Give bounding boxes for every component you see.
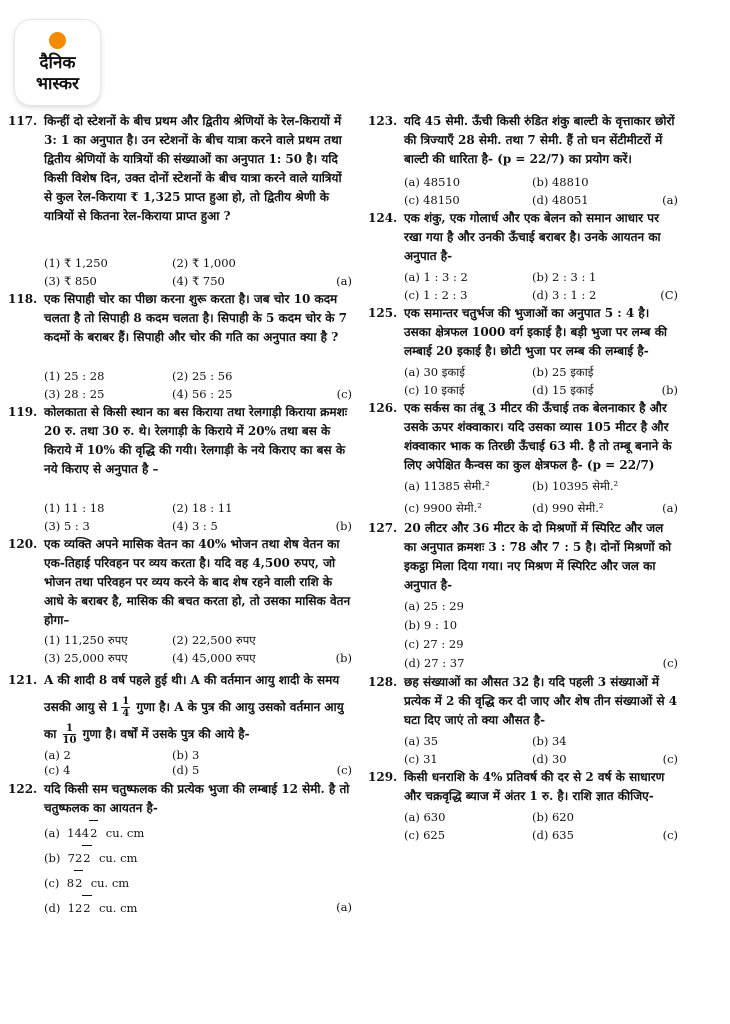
answer: (a)	[336, 274, 352, 288]
option: (1) 11 : 18	[44, 501, 105, 515]
options-124	[372, 268, 678, 304]
fraction: $\frac{1}{10}$	[62, 723, 77, 746]
option: (c) 625	[404, 828, 446, 842]
option: (2) 22,500 रुपए	[172, 633, 256, 647]
question-number: 125.	[368, 306, 398, 320]
question-122	[8, 780, 352, 818]
option: (a) 48510	[404, 175, 461, 189]
logo-line1: दैनिक	[39, 53, 76, 73]
option: (a) 11385 सेमी.²	[404, 479, 490, 493]
question-number: 120.	[8, 537, 38, 551]
question-125	[368, 304, 678, 361]
option: (c) 48150	[404, 193, 460, 207]
option: (4) ₹ 750	[172, 274, 225, 288]
question-text: किन्हीं दो स्टेशनों के बीच प्रथम और द्वितीय श्रेणियों के रेल-किरायों में 3: 1 का अनुपात है। उन स्टेशनों के बीच यात्रा करने वाले प्रथम तथा द्वितीय श्रेणियों के यात्रियों की संख्याओं का अनुपात 1: 50 है। यदि किसी विशेष दिन, उक्त दोनों स्टेशनों के बीच यात्रा करने वाले यात्रियों से कुल रेल-किराया ₹ 1,325 प्राप्त हुआ हो, तो द्वितीय श्रेणी के यात्रियों से कितना रेल-किराया प्राप्त हुआ ?	[44, 114, 342, 223]
question-121	[8, 667, 352, 748]
option: (b) 34	[532, 734, 567, 748]
question-text: छह संख्याओं का औसत 32 है। यदि पहली 3 संख्याओं में प्रत्येक में 2 की वृद्धि कर दी जाए और शेष तीन संख्याओं से 4 घटा दिए जाएं तो क्या औसत है-	[404, 675, 678, 727]
option: (a) 30 इकाई	[404, 365, 465, 379]
question-number: 123.	[368, 114, 398, 128]
question-120	[8, 535, 352, 631]
option: (4) 3 : 5	[172, 519, 218, 533]
question-124	[368, 209, 678, 266]
question-number: 129.	[368, 770, 398, 784]
options-128	[372, 732, 678, 768]
option: (d) 990 सेमी.²	[532, 501, 604, 515]
option: (2) 25 : 56	[172, 369, 233, 383]
question-119	[8, 403, 352, 499]
option: (d) 3 : 1 : 2	[532, 288, 597, 302]
options-122	[12, 820, 352, 920]
option: (d) 48051	[532, 193, 589, 207]
option: (3) 25,000 रुपए	[44, 651, 128, 665]
question-126	[368, 399, 678, 475]
option: (a) 35	[404, 734, 439, 748]
question-117	[8, 112, 352, 254]
option: (c) 9900 सेमी.²	[404, 501, 482, 515]
option: (4) 45,000 रुपए	[172, 651, 256, 665]
option: (2) 18 : 11	[172, 501, 233, 515]
option: (4) 56 : 25	[172, 387, 233, 401]
question-text: गुणा है। वर्षों में उसके पुत्र की आये है-	[78, 727, 250, 741]
answer: (c)	[336, 387, 352, 401]
question-text: गुणा है। A के पुत्र की आयु उसको वर्तमान आयु का	[44, 700, 344, 741]
option: (c) 31	[404, 752, 438, 766]
question-text: 20 लीटर और 36 मीटर के दो मिश्रणों में स्पिरिट और जल का अनुपात क्रमशः 3 : 78 और 7 : 5 है। दोनों मिश्रणों को इकट्ठा मिला दिया गया। नए मिश्रण में स्पिरिट और जल का अनुपात है-	[404, 521, 672, 592]
answer: (a)	[662, 501, 678, 515]
option: (d) 30	[532, 752, 567, 766]
answer: (a)	[662, 193, 678, 207]
option: (a) 2	[44, 748, 71, 762]
option: (a) 25 : 29	[404, 599, 464, 613]
logo-line2: भास्कर	[36, 74, 79, 94]
options-119	[12, 499, 352, 535]
question-text: कोलकाता से किसी स्थान का बस किराया तथा रेलगाड़ी किराया क्रमशः 20 रु. तथा 30 रु. थे। रेलगाड़ी के किराये में 20% तथा बस के किराये में 10% की वृद्धि की गयी। रेलगाड़ी के नये किराए का बस के नये किराए से अनुपात है –	[44, 405, 348, 476]
option: (d) 27 : 37	[404, 656, 465, 670]
option: (c) 27 : 29	[404, 637, 464, 651]
option: (b) 620	[532, 810, 574, 824]
fraction: $\frac{1}{4}$	[122, 696, 130, 719]
option: (3) ₹ 850	[44, 274, 97, 288]
option: (d) 635	[532, 828, 574, 842]
right-column	[368, 112, 678, 844]
option: (3) 5 : 3	[44, 519, 90, 533]
question-text: यदि किसी सम चतुष्फलक की प्रत्येक भुजा की लम्बाई 12 सेमी. है तो चतुष्फलक का आयतन है-	[44, 782, 350, 815]
question-text: एक शंकु, एक गोलार्ध और एक बेलन को समान आधार पर रखा गया है और उनकी ऊँचाई बराबर है। उनके आयतन का अनुपात है-	[404, 211, 661, 263]
question-number: 119.	[8, 405, 38, 419]
question-number: 127.	[368, 521, 398, 535]
option: (b) 2 : 3 : 1	[532, 270, 597, 284]
option: (d) 5	[172, 763, 200, 777]
answer: (b)	[335, 651, 352, 665]
question-text: एक सिपाही चोर का पीछा करना शुरू करता है। जब चोर 10 कदम चलता है तो सिपाही 8 कदम चलता है। सिपाही के 5 कदम चोर के 7 कदमों के बराबर हैं। सिपाही और चोर की गति का अनुपात क्या है ?	[44, 292, 348, 344]
answer: (c)	[662, 752, 678, 766]
answer: (c)	[336, 763, 352, 777]
answer: (a)	[336, 900, 352, 914]
question-118	[8, 290, 352, 367]
answer: (C)	[660, 288, 678, 302]
option: (a) 1442 cu. cm	[44, 820, 352, 845]
option: (b) 10395 सेमी.²	[532, 479, 619, 493]
option: (1) 25 : 28	[44, 369, 105, 383]
options-123	[372, 173, 678, 209]
option: (c) 1 : 2 : 3	[404, 288, 468, 302]
dainik-bhaskar-logo	[15, 20, 100, 105]
option: (d) 122 cu. cm (a)	[44, 895, 352, 920]
option: (1) ₹ 1,250	[44, 256, 108, 270]
option: (1) 11,250 रुपए	[44, 633, 128, 647]
option: (b) 9 : 10	[404, 618, 458, 632]
question-129	[368, 768, 678, 806]
question-number: 126.	[368, 401, 398, 415]
option: (b) 3	[172, 748, 200, 762]
logo-sun-icon	[49, 32, 66, 49]
options-126	[372, 475, 678, 519]
question-text: एक सर्कस का तंबू 3 मीटर की ऊँचाई तक बेलनाकार है और उसके ऊपर शंक्वाकार। यदि उसका व्यास 105 मीटर है और शंक्वाकार भाक क तिरछी ऊँचाई 63 मी. है तो तम्बू बनाने के लिए अपेक्षित कैन्वस का कुल क्षेत्रफल है- (p = 22/7)	[404, 401, 672, 472]
option: (a) 1 : 3 : 2	[404, 270, 468, 284]
options-120	[12, 631, 352, 667]
options-127	[372, 597, 678, 673]
option: (c) 82 cu. cm	[44, 870, 352, 895]
option: (c) 10 इकाई	[404, 383, 465, 397]
question-number: 128.	[368, 675, 398, 689]
option: (d) 15 इकाई	[532, 383, 594, 397]
question-number: 117.	[8, 114, 38, 128]
question-number: 118.	[8, 292, 38, 306]
question-text: A की शादी 8 वर्ष पहले हुई थी। A की वर्तमान आयु शादी के समय उसकी आयु से 1	[44, 673, 340, 714]
question-123	[368, 112, 678, 169]
question-number: 124.	[368, 211, 398, 225]
option: (c) 4	[44, 763, 71, 777]
answer: (c)	[662, 828, 678, 842]
left-column	[8, 112, 352, 920]
question-text: किसी धनराशि के 4% प्रतिवर्ष की दर से 2 वर्ष के साधारण और चक्रवृद्धि ब्याज में अंतर 1 रु. है। राशि ज्ञात कीजिए-	[404, 770, 665, 803]
answer: (b)	[335, 519, 352, 533]
options-118	[12, 367, 352, 403]
option: (b) 722 cu. cm	[44, 845, 352, 870]
options-129	[372, 808, 678, 844]
question-text: एक व्यक्ति अपने मासिक वेतन का 40% भोजन तथा शेष वेतन का एक-तिहाई परिवहन पर व्यय करता है। यदि वह 4,500 रुपए, जो भोजन तथा परिवहन पर व्यय करने के बाद शेष रहने वाली राशि के आधे के बराबर है, मासिक की बचत करता हो, तो उसका मासिक वेतन होगा–	[44, 537, 351, 627]
question-text: यदि 45 सेमी. ऊँची किसी रुंडित शंकु बाल्टी के वृत्ताकार छोरों की त्रिज्याएँ 28 सेमी. तथा 7 सेमी. हैं तो घन सेंटीमीटरों में बाल्टी की धारिता है- (p = 22/7) का प्रयोग करें।	[404, 114, 675, 166]
answer: (b)	[661, 383, 678, 397]
answer: (c)	[662, 656, 678, 670]
options-121	[12, 748, 352, 778]
question-number: 121.	[8, 673, 38, 687]
question-128	[368, 673, 678, 730]
option: (b) 25 इकाई	[532, 365, 594, 379]
option: (a) 630	[404, 810, 446, 824]
option: (3) 28 : 25	[44, 387, 105, 401]
options-125	[372, 363, 678, 399]
option: (2) ₹ 1,000	[172, 256, 236, 270]
option: (b) 48810	[532, 175, 589, 189]
options-117	[12, 254, 352, 290]
question-127	[368, 519, 678, 595]
question-number: 122.	[8, 782, 38, 796]
question-text: एक समान्तर चतुर्भज की भुजाओं का अनुपात 5 : 4 है। उसका क्षेत्रफल 1000 वर्ग इकाई है। बड़ी भुजा पर लम्ब की लम्बाई 20 इकाई है। छोटी भुजा पर लम्ब की लम्बाई है-	[404, 306, 668, 358]
